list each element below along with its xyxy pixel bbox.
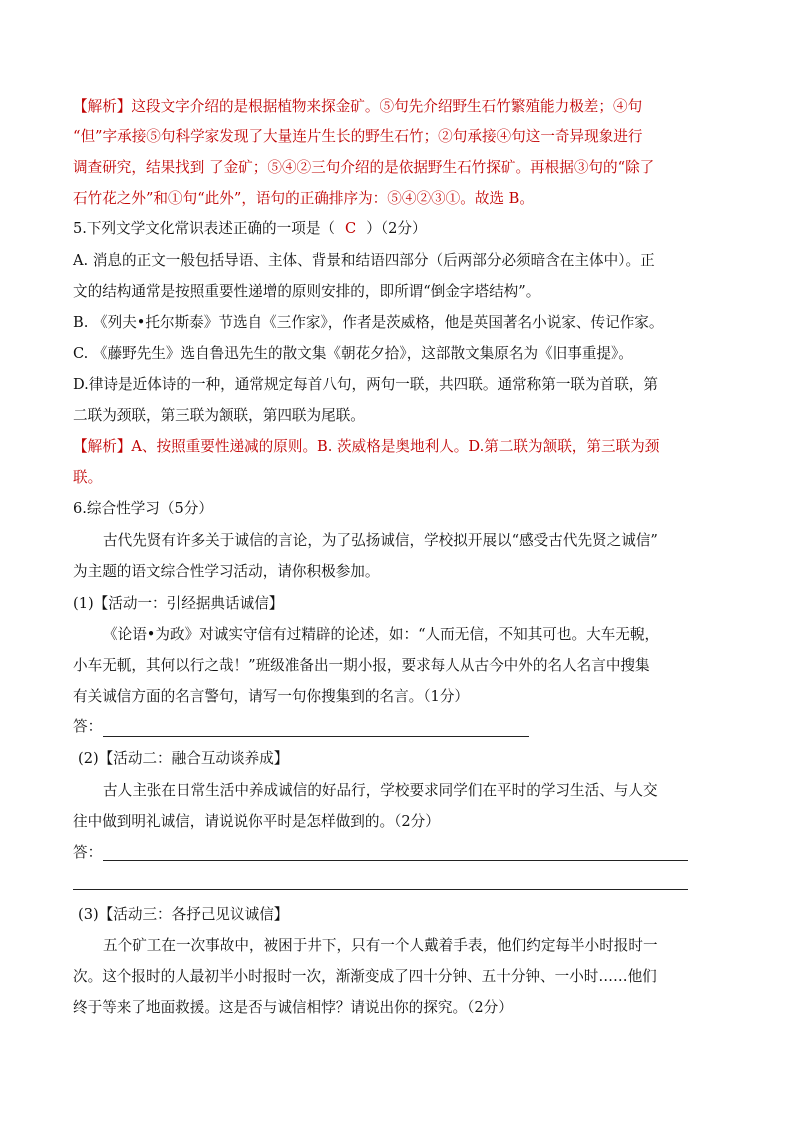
analysis-line: 调查研究，结果找到 了金矿；⑤④②三句介绍的是依据野生石竹探矿。再根据③句的“除了	[73, 159, 655, 176]
analysis-tag: 【解析】	[73, 98, 132, 115]
question-6-title: 6.综合性学习（5分）	[73, 500, 213, 517]
option-a-line: A. 消息的正文一般包括导语、主体、背景和结语四部分（后两部分必须暗含在主体中）。正	[73, 252, 655, 269]
activity-3-text: 终于等来了地面救援。这是否与诚信相悖？请说出你的探究。（2分）	[73, 999, 513, 1016]
activity-2-title: (2)【活动二：融合互动谈养成】	[78, 750, 289, 767]
option-a-line: 文的结构通常是按照重要性递增的原则安排的，即所谓“倒金字塔结构”。	[73, 283, 541, 300]
activity-3-text: 五个矿工在一次事故中，被困于井下，只有一个人戴着手表，他们约定每半小时报时一	[103, 937, 658, 954]
activity-2-text: 往中做到明礼诚信，请说说你平时是怎样做到的。（2分）	[73, 813, 440, 830]
question-6-intro: 古代先贤有许多关于诚信的言论，为了弘扬诚信，学校拟开展以“感受古代先贤之诚信”	[103, 532, 658, 549]
question-5-text: 5.下列文学文化常识表述正确的一项是（	[73, 220, 336, 237]
activity-3-title: (3)【活动三：各抒己见议诚信】	[78, 906, 289, 923]
analysis-line: “但”字承接⑤句科学家发现了大量连片生长的野生石竹；②句承接④句这一奇异现象进行	[73, 128, 643, 145]
activity-2-text: 古人主张在日常生活中养成诚信的好品行，学校要求同学们在平时的学习生活、与人交	[103, 782, 658, 799]
analysis-text: 这段文字介绍的是根据植物来探金矿。⑤句先介绍野生石竹繁殖能力极差；④句	[131, 98, 643, 115]
activity-1-text: 小车无軏，其何以行之哉！”班级准备出一期小报，要求每人从古今中外的名人名言中搜集	[73, 657, 650, 674]
question-5-score: ）（2分）	[366, 220, 427, 237]
answer-label: 答：	[73, 844, 103, 861]
analysis-tag: 【解析】	[73, 438, 132, 455]
analysis-line: 联。	[73, 469, 103, 486]
option-c: C. 《藤野先生》选自鲁迅先生的散文集《朝花夕拾》，这部散文集原名为《旧事重提》。	[73, 345, 633, 362]
answer-blank-2[interactable]	[103, 860, 688, 861]
analysis-text: A、按照重要性递减的原则。B. 茨威格是奥地利人。D.第二联为颔联，第三联为颈	[131, 438, 660, 455]
analysis-line	[73, 97, 642, 117]
answer-label: 答：	[73, 718, 103, 735]
activity-3-text: 次。这个报时的人最初半小时报时一次，渐渐变成了四十分钟、五十分钟、一小时……他们	[73, 968, 657, 985]
activity-1-text: 有关诚信方面的名言警句，请写一句你搜集到的名言。（1分）	[73, 688, 470, 705]
option-d-line: 二联为颈联，第三联为颔联，第四联为尾联。	[73, 407, 365, 424]
activity-1-title: (1)【活动一：引经据典话诚信】	[73, 595, 284, 612]
analysis-line	[73, 437, 659, 457]
question-6-intro: 为主题的语文综合性学习活动，请你积极参加。	[73, 563, 380, 580]
question-5-answer: C	[345, 220, 357, 237]
option-b: B. 《列夫•托尔斯泰》节选自《三作家》，作者是茨威格，他是英国著名小说家、传记作家。	[73, 314, 664, 331]
analysis-line: 石竹花之外”和①句“此外”，语句的正确排序为：⑤④②③①。故选 B。	[73, 190, 534, 207]
answer-blank-1[interactable]	[103, 736, 529, 737]
answer-blank-3[interactable]	[73, 889, 688, 890]
question-5-stem	[73, 219, 427, 239]
activity-1-text: 《论语•为政》对诚实守信有过精辟的论述，如：“人而无信，不知其可也。大车无輗，	[103, 626, 660, 643]
option-d-line: D.律诗是近体诗的一种，通常规定每首八句，两句一联，共四联。通常称第一联为首联，第	[73, 376, 658, 393]
